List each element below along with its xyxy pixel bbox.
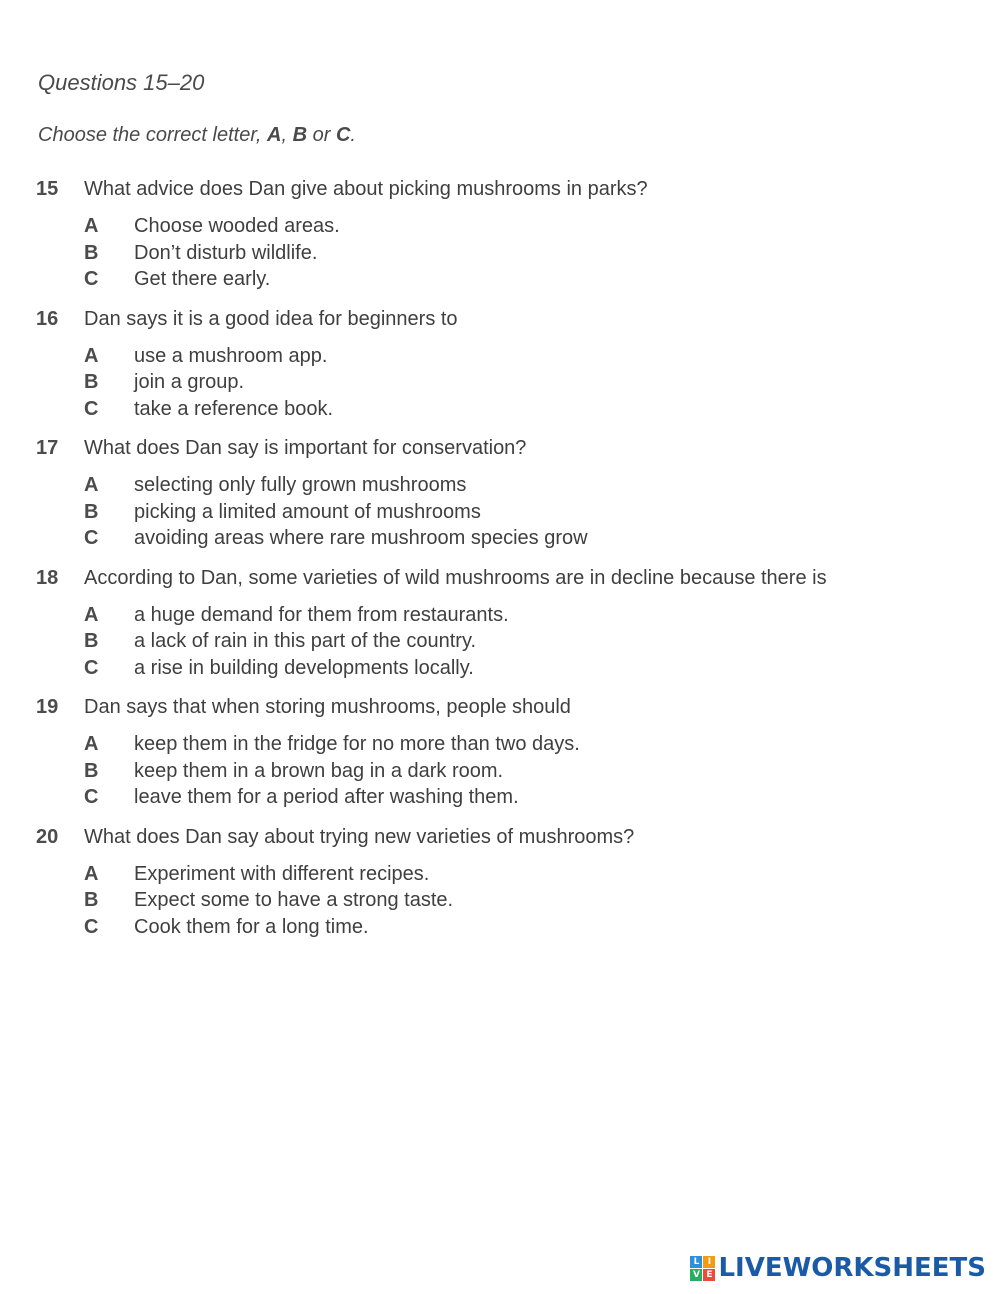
question-list (36, 176, 976, 953)
liveworksheets-logo (690, 1254, 986, 1282)
option-16-a[interactable] (84, 343, 976, 370)
option-letter: A (84, 603, 99, 626)
option-letter: A (84, 733, 99, 755)
logo-mark-cell: L (690, 1256, 702, 1268)
question-text: What does Dan say is important for conservation? (84, 437, 527, 459)
instruction-letter-a: A (267, 124, 282, 146)
option-letter: B (84, 630, 99, 652)
logo-mark-cell: E (703, 1269, 715, 1281)
question-19 (36, 694, 976, 811)
logo-mark-cell: I (703, 1256, 715, 1268)
option-letter: B (84, 889, 99, 911)
logo-mark-icon (690, 1256, 715, 1281)
option-18-a[interactable] (84, 602, 976, 629)
option-15-c[interactable] (84, 266, 976, 293)
section-heading: Questions 15–20 (38, 70, 205, 95)
option-letter: C (84, 656, 99, 679)
question-15 (36, 176, 976, 293)
option-15-b[interactable] (84, 240, 976, 267)
question-stem (36, 306, 976, 332)
question-number: 16 (36, 307, 59, 330)
option-letter: B (84, 759, 99, 782)
question-number: 20 (36, 825, 59, 848)
question-stem (36, 694, 976, 720)
question-text: What advice does Dan give about picking mushrooms in parks? (84, 178, 648, 200)
question-stem (36, 435, 976, 461)
question-stem (36, 565, 976, 591)
option-letter: C (84, 915, 99, 938)
option-list (84, 731, 976, 811)
option-text: Cook them for a long time. (134, 915, 369, 938)
option-text: a huge demand for them from restaurants. (134, 603, 509, 626)
option-text: take a reference book. (134, 397, 334, 420)
question-text: According to Dan, some varieties of wild mushrooms are in decline because there is (84, 566, 827, 589)
option-list (84, 602, 976, 682)
option-text: avoiding areas where rare mushroom species grow (134, 527, 588, 549)
option-20-b[interactable] (84, 887, 976, 914)
option-16-b[interactable] (84, 369, 976, 396)
option-letter: C (84, 786, 99, 808)
option-text: keep them in the fridge for no more than two days. (134, 733, 580, 755)
question-stem (36, 176, 976, 202)
option-text: a lack of rain in this part of the country. (134, 630, 477, 652)
option-letter: A (84, 862, 99, 885)
instruction-sep-1: , (281, 124, 293, 146)
question-text: What does Dan say about trying new varieties of mushrooms? (84, 825, 635, 848)
option-18-c[interactable] (84, 655, 976, 682)
question-number: 15 (36, 178, 59, 200)
option-19-c[interactable] (84, 784, 976, 811)
option-list (84, 343, 976, 423)
option-17-a[interactable] (84, 472, 976, 499)
instruction-prefix: Choose the correct letter, (38, 124, 268, 146)
instruction-text (38, 124, 356, 147)
question-17 (36, 435, 976, 552)
question-number: 18 (36, 566, 59, 589)
option-text: selecting only fully grown mushrooms (134, 474, 467, 496)
option-letter: A (84, 474, 99, 496)
option-letter: C (84, 397, 99, 420)
option-19-b[interactable] (84, 758, 976, 785)
option-17-c[interactable] (84, 525, 976, 552)
instruction-letter-b: B (292, 124, 308, 146)
question-16 (36, 306, 976, 423)
option-text: keep them in a brown bag in a dark room. (134, 759, 504, 782)
option-16-c[interactable] (84, 396, 976, 423)
option-text: Experiment with different recipes. (134, 862, 430, 885)
option-text: Get there early. (134, 268, 271, 290)
option-text: join a group. (134, 371, 245, 393)
option-text: picking a limited amount of mushrooms (134, 500, 481, 523)
question-18 (36, 565, 976, 682)
option-text: use a mushroom app. (134, 344, 328, 367)
option-20-a[interactable] (84, 861, 976, 888)
option-20-c[interactable] (84, 914, 976, 941)
question-text: Dan says it is a good idea for beginners to (84, 307, 458, 330)
logo-text: LIVEWORKSHEETS (718, 1253, 986, 1283)
question-text: Dan says that when storing mushrooms, people should (84, 696, 571, 718)
option-text: Expect some to have a strong taste. (134, 889, 454, 911)
question-stem (36, 824, 976, 850)
option-text: Choose wooded areas. (134, 215, 340, 237)
option-letter: A (84, 344, 99, 367)
option-text: Don’t disturb wildlife. (134, 241, 318, 264)
question-20 (36, 824, 976, 941)
option-17-b[interactable] (84, 499, 976, 526)
option-letter: A (84, 215, 99, 237)
option-15-a[interactable] (84, 213, 976, 240)
option-letter: C (84, 268, 99, 290)
instruction-letter-c: C (335, 124, 351, 146)
option-text: a rise in building developments locally. (134, 656, 474, 679)
option-letter: C (84, 527, 99, 549)
option-19-a[interactable] (84, 731, 976, 758)
option-letter: B (84, 371, 99, 393)
logo-mark-cell: V (690, 1269, 702, 1281)
option-letter: B (84, 500, 99, 523)
question-number: 19 (36, 696, 59, 718)
option-list (84, 472, 976, 552)
option-list (84, 861, 976, 941)
option-list (84, 213, 976, 293)
instruction-sep-2: or (307, 124, 336, 146)
instruction-suffix: . (350, 124, 356, 146)
option-text: leave them for a period after washing them. (134, 786, 519, 808)
question-number: 17 (36, 437, 59, 459)
option-letter: B (84, 241, 99, 264)
option-18-b[interactable] (84, 628, 976, 655)
